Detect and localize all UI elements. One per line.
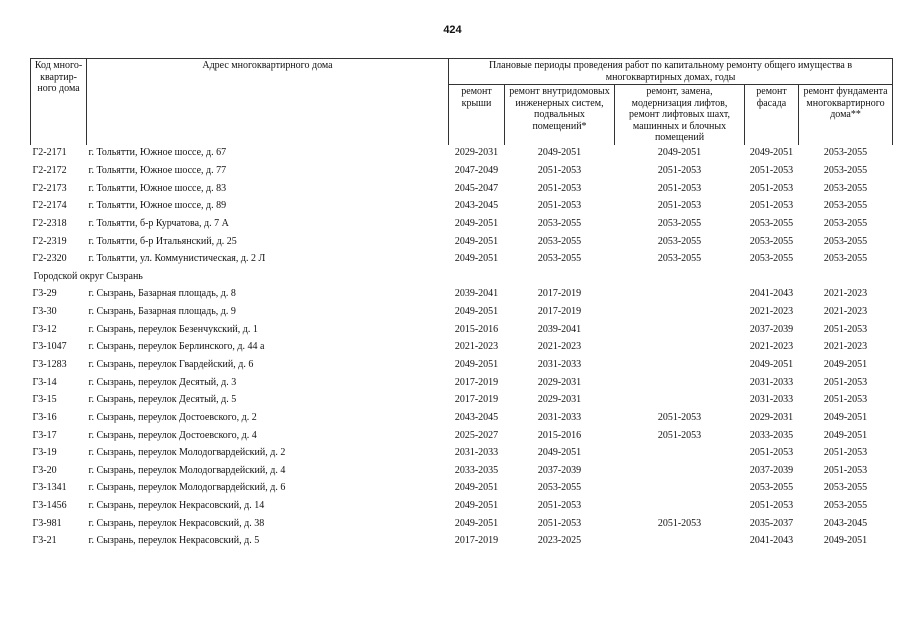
building-code-cell: Г3-20	[32, 464, 57, 476]
lift-period-cell: 2051-2053	[657, 429, 702, 441]
foundation-period-cell: 2053-2055	[823, 482, 868, 494]
facade-period-cell: 2037-2039	[749, 464, 794, 476]
lift-period-cell: 2053-2055	[657, 217, 702, 229]
address-cell: г. Сызрань, переулок Берлинского, д. 44 а	[88, 341, 265, 353]
foundation-period-cell: 2051-2053	[823, 394, 868, 406]
engineering-period-cell: 2051-2053	[537, 200, 582, 212]
address-cell: г. Сызрань, переулок Безенчукский, д. 1	[88, 323, 258, 335]
lift-period-cell: 2051-2053	[657, 517, 702, 529]
roof-period-cell: 2031-2033	[454, 447, 499, 459]
lift-period-cell	[615, 391, 745, 409]
building-code-cell: Г3-1341	[32, 482, 67, 494]
roof-period-cell: 2017-2019	[454, 394, 499, 406]
building-code-cell: Г2-2172	[32, 164, 67, 176]
engineering-period-cell: 2017-2019	[537, 288, 582, 300]
lift-period-cell: 2049-2051	[657, 147, 702, 159]
engineering-period-cell: 2053-2055	[537, 482, 582, 494]
header-roof-repair: ремонт крыши	[449, 85, 505, 145]
roof-period-cell: 2039-2041	[454, 288, 499, 300]
engineering-period-cell: 2051-2053	[537, 164, 582, 176]
lift-period-cell	[615, 321, 745, 339]
lift-period-cell	[615, 303, 745, 321]
engineering-period-cell: 2029-2031	[537, 376, 582, 388]
table-row	[31, 145, 893, 163]
foundation-period-cell: 2051-2053	[823, 376, 868, 388]
table-row	[31, 162, 893, 180]
foundation-period-cell: 2053-2055	[823, 235, 868, 247]
table-row	[31, 233, 893, 251]
address-cell: г. Сызрань, переулок Некрасовский, д. 5	[88, 535, 260, 547]
facade-period-cell: 2053-2055	[749, 235, 794, 247]
foundation-period-cell: 2049-2051	[823, 429, 868, 441]
engineering-period-cell: 2051-2053	[537, 517, 582, 529]
roof-period-cell: 2021-2023	[454, 341, 499, 353]
header-building-code: Код много-квартир-ного дома	[31, 59, 87, 145]
address-cell: г. Сызрань, переулок Достоевского, д. 2	[88, 411, 257, 423]
table-row	[31, 303, 893, 321]
table-row	[31, 356, 893, 374]
header-lift-repair: ремонт, замена, модернизация лифтов, ремонт лифтовых шахт, машинных и блочных помещений	[615, 85, 745, 145]
header-facade-repair: ремонт фасада	[745, 85, 799, 145]
building-code-cell: Г3-12	[32, 323, 57, 335]
lift-period-cell	[615, 480, 745, 498]
engineering-period-cell: 2031-2033	[537, 411, 582, 423]
foundation-period-cell: 2021-2023	[823, 341, 868, 353]
lift-period-cell: 2053-2055	[657, 235, 702, 247]
facade-period-cell: 2031-2033	[749, 394, 794, 406]
engineering-period-cell: 2037-2039	[537, 464, 582, 476]
table-header	[31, 59, 893, 145]
facade-period-cell: 2035-2037	[749, 517, 794, 529]
roof-period-cell: 2033-2035	[454, 464, 499, 476]
building-code-cell: Г3-19	[32, 447, 57, 459]
building-code-cell: Г3-29	[32, 288, 57, 300]
building-code-cell: Г2-2174	[32, 200, 67, 212]
foundation-period-cell: 2053-2055	[823, 164, 868, 176]
foundation-period-cell: 2051-2053	[823, 323, 868, 335]
facade-period-cell: 2029-2031	[749, 411, 794, 423]
lift-period-cell: 2051-2053	[657, 411, 702, 423]
table-row	[31, 180, 893, 198]
building-code-cell: Г2-2319	[32, 235, 67, 247]
building-code-cell: Г3-15	[32, 394, 57, 406]
facade-period-cell: 2041-2043	[749, 535, 794, 547]
facade-period-cell: 2031-2033	[749, 376, 794, 388]
roof-period-cell: 2045-2047	[454, 182, 499, 194]
building-code-cell: Г3-1456	[32, 500, 67, 512]
facade-period-cell: 2051-2053	[749, 182, 794, 194]
facade-period-cell: 2051-2053	[749, 500, 794, 512]
lift-period-cell	[615, 533, 745, 551]
foundation-period-cell: 2053-2055	[823, 500, 868, 512]
table-row	[31, 215, 893, 233]
table-row	[31, 250, 893, 268]
address-cell: г. Тольятти, Южное шоссе, д. 77	[88, 164, 227, 176]
lift-period-cell	[615, 462, 745, 480]
header-address: Адрес многоквартирного дома	[87, 59, 449, 145]
address-cell: г. Тольятти, Южное шоссе, д. 83	[88, 182, 227, 194]
facade-period-cell: 2033-2035	[749, 429, 794, 441]
building-code-cell: Г3-14	[32, 376, 57, 388]
foundation-period-cell: 2049-2051	[823, 411, 868, 423]
foundation-period-cell: 2053-2055	[823, 200, 868, 212]
lift-period-cell: 2051-2053	[657, 182, 702, 194]
lift-period-cell: 2051-2053	[657, 200, 702, 212]
address-cell: г. Сызрань, переулок Молодогвардейский, д. 4	[88, 464, 286, 476]
roof-period-cell: 2049-2051	[454, 235, 499, 247]
roof-period-cell: 2025-2027	[454, 429, 499, 441]
table-row	[31, 444, 893, 462]
foundation-period-cell: 2053-2055	[823, 147, 868, 159]
roof-period-cell: 2049-2051	[454, 517, 499, 529]
foundation-period-cell: 2021-2023	[823, 288, 868, 300]
roof-period-cell: 2017-2019	[454, 376, 499, 388]
roof-period-cell: 2047-2049	[454, 164, 499, 176]
building-code-cell: Г3-1283	[32, 359, 67, 370]
header-engineering-systems-repair: ремонт внутридомовых инженерных систем, подвальных помещений*	[505, 85, 615, 145]
building-code-cell: Г2-2318	[32, 217, 67, 229]
address-cell: г. Тольятти, б-р Итальянский, д. 25	[88, 235, 237, 247]
facade-period-cell: 2049-2051	[749, 359, 794, 370]
engineering-period-cell: 2051-2053	[537, 182, 582, 194]
header-foundation-repair: ремонт фундамента многоквартирного дома**	[799, 85, 893, 145]
engineering-period-cell: 2049-2051	[537, 147, 582, 159]
district-row	[31, 268, 893, 286]
roof-period-cell: 2043-2045	[454, 200, 499, 212]
facade-period-cell: 2037-2039	[749, 323, 794, 335]
address-cell: г. Тольятти, Южное шоссе, д. 67	[88, 147, 227, 159]
table-row	[31, 321, 893, 339]
table-row	[31, 515, 893, 533]
roof-period-cell: 2049-2051	[454, 217, 499, 229]
address-cell: г. Сызрань, Базарная площадь, д. 8	[88, 288, 236, 300]
lift-period-cell: 2051-2053	[657, 164, 702, 176]
foundation-period-cell: 2053-2055	[823, 217, 868, 229]
engineering-period-cell: 2031-2033	[537, 359, 582, 370]
address-cell: г. Сызрань, переулок Достоевского, д. 4	[88, 429, 257, 441]
facade-period-cell: 2041-2043	[749, 288, 794, 300]
lift-period-cell	[615, 497, 745, 515]
engineering-period-cell: 2053-2055	[537, 217, 582, 229]
foundation-period-cell: 2049-2051	[823, 535, 868, 547]
roof-period-cell: 2043-2045	[454, 411, 499, 423]
capital-repair-schedule-table	[30, 58, 893, 550]
building-code-cell: Г3-17	[32, 429, 57, 441]
roof-period-cell: 2015-2016	[454, 323, 499, 335]
engineering-period-cell: 2039-2041	[537, 323, 582, 335]
facade-period-cell: 2051-2053	[749, 200, 794, 212]
table-row	[31, 497, 893, 515]
table-row	[31, 462, 893, 480]
roof-period-cell: 2017-2019	[454, 535, 499, 547]
engineering-period-cell: 2015-2016	[537, 429, 582, 441]
engineering-period-cell: 2053-2055	[537, 253, 582, 265]
engineering-period-cell: 2029-2031	[537, 394, 582, 406]
table-row	[31, 427, 893, 445]
building-code-cell: Г3-16	[32, 411, 57, 423]
table-row	[31, 286, 893, 304]
address-cell: г. Сызрань, Базарная площадь, д. 9	[88, 306, 236, 318]
lift-period-cell	[615, 339, 745, 357]
engineering-period-cell: 2053-2055	[537, 235, 582, 247]
building-code-cell: Г2-2320	[32, 253, 67, 265]
address-cell: г. Тольятти, Южное шоссе, д. 89	[88, 200, 227, 212]
roof-period-cell: 2049-2051	[454, 253, 499, 265]
address-cell: г. Сызрань, переулок Некрасовский, д. 38	[88, 517, 265, 529]
facade-period-cell: 2049-2051	[749, 147, 794, 159]
building-code-cell: Г2-2173	[32, 182, 67, 194]
facade-period-cell: 2051-2053	[749, 447, 794, 459]
building-code-cell: Г3-21	[32, 535, 57, 547]
engineering-period-cell: 2023-2025	[537, 535, 582, 547]
foundation-period-cell: 2049-2051	[823, 359, 868, 370]
table-row	[31, 374, 893, 392]
facade-period-cell: 2021-2023	[749, 306, 794, 318]
building-code-cell: Г3-1047	[32, 341, 67, 353]
address-cell: г. Сызрань, переулок Десятый, д. 5	[88, 394, 237, 406]
foundation-period-cell: 2053-2055	[823, 253, 868, 265]
header-planned-periods: Плановые периоды проведения работ по капитальному ремонту общего имущества в многоквартирных домах, годы	[449, 59, 893, 85]
address-cell: г. Сызрань, переулок Молодогвардейский, д. 2	[88, 447, 286, 459]
engineering-period-cell: 2017-2019	[537, 306, 582, 318]
foundation-period-cell: 2021-2023	[823, 306, 868, 318]
foundation-period-cell: 2053-2055	[823, 182, 868, 194]
lift-period-cell	[615, 444, 745, 462]
engineering-period-cell: 2021-2023	[537, 341, 582, 353]
foundation-period-cell: 2051-2053	[823, 464, 868, 476]
roof-period-cell: 2049-2051	[454, 359, 499, 370]
address-cell: г. Тольятти, б-р Курчатова, д. 7 А	[88, 217, 229, 229]
facade-period-cell: 2053-2055	[749, 253, 794, 265]
engineering-period-cell: 2051-2053	[537, 500, 582, 512]
lift-period-cell	[615, 286, 745, 304]
table-row	[31, 197, 893, 215]
facade-period-cell: 2053-2055	[749, 217, 794, 229]
facade-period-cell: 2053-2055	[749, 482, 794, 494]
roof-period-cell: 2049-2051	[454, 482, 499, 494]
engineering-period-cell: 2049-2051	[537, 447, 582, 459]
district-label: Городской округ Сызрань	[33, 270, 143, 282]
building-code-cell: Г3-30	[32, 306, 57, 318]
lift-period-cell	[615, 374, 745, 392]
building-code-cell: Г3-981	[32, 517, 62, 529]
foundation-period-cell: 2051-2053	[823, 447, 868, 459]
table-row	[31, 533, 893, 551]
table-row	[31, 480, 893, 498]
table-row	[31, 339, 893, 357]
foundation-period-cell: 2043-2045	[823, 517, 868, 529]
address-cell: г. Сызрань, переулок Гвардейский, д. 6	[88, 359, 254, 370]
address-cell: г. Сызрань, переулок Десятый, д. 3	[88, 376, 237, 388]
page-number: 424	[443, 24, 462, 36]
address-cell: г. Сызрань, переулок Молодогвардейский, д. 6	[88, 482, 286, 494]
facade-period-cell: 2021-2023	[749, 341, 794, 353]
table-row	[31, 391, 893, 409]
facade-period-cell: 2051-2053	[749, 164, 794, 176]
table-body	[31, 145, 893, 551]
roof-period-cell: 2049-2051	[454, 500, 499, 512]
lift-period-cell: 2053-2055	[657, 253, 702, 265]
lift-period-cell	[615, 356, 745, 374]
address-cell: г. Тольятти, ул. Коммунистическая, д. 2 Л	[88, 253, 266, 265]
roof-period-cell: 2029-2031	[454, 147, 499, 159]
building-code-cell: Г2-2171	[32, 147, 67, 159]
roof-period-cell: 2049-2051	[454, 306, 499, 318]
table-row	[31, 409, 893, 427]
address-cell: г. Сызрань, переулок Некрасовский, д. 14	[88, 500, 265, 512]
